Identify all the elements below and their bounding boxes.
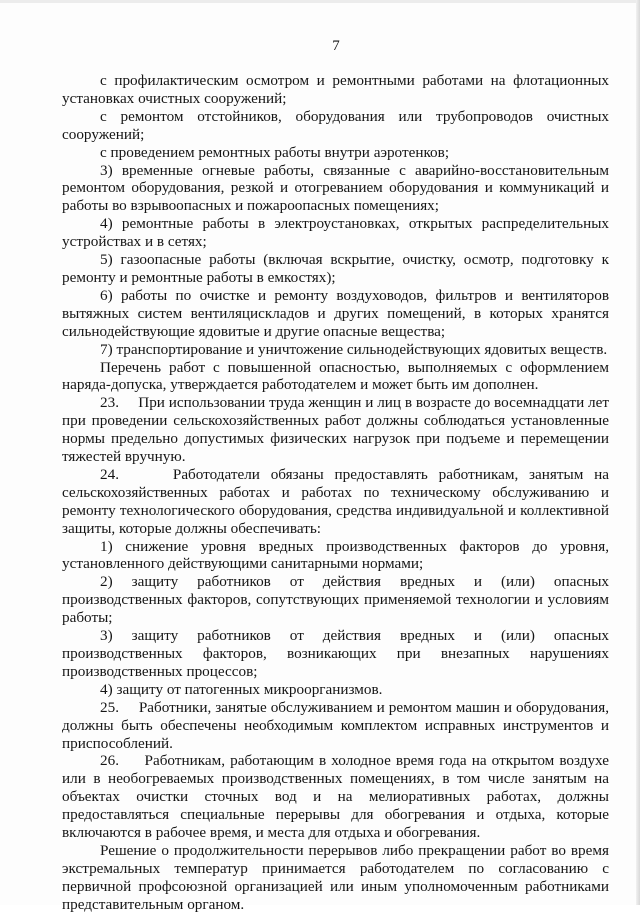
paragraph: 2) защиту работников от действия вредных и (или) опасных производственных факторов, сопутствующих применяемой технологии и условиям работы;	[62, 573, 609, 627]
document-body	[62, 72, 609, 914]
paragraph: 25. Работники, занятые обслуживанием и ремонтом машин и оборудования, должны быть обеспечены необходимым комплектом исправных инструментов и приспособлений.	[62, 698, 609, 752]
paragraph: с профилактическим осмотром и ремонтными работами на флотационных установках очистных сооружений;	[62, 72, 609, 107]
paragraph: с ремонтом отстойников, оборудования или трубопроводов очистных сооружений;	[62, 107, 609, 143]
paragraph: 23. При использовании труда женщин и лиц в возрасте до восемнадцати лет при проведении сельскохозяйственных работ должны соблюдаться установленные нормы предельно допустимых физических нагрузок при подъеме и перемещении тяжестей вручную.	[62, 394, 609, 466]
page-top-edge	[0, 0, 640, 3]
paragraph: 4) защиту от патогенных микроорганизмов.	[100, 680, 383, 698]
paragraph: 24. Работодатели обязаны предоставлять работникам, занятым на сельскохозяйственных работах и работах по техническому обслуживанию и ремонту технологического оборудования, средства индивидуальной и коллективной защиты, которые должны обеспечивать:	[62, 465, 609, 537]
paragraph: 4) ремонтные работы в электроустановках, открытых распределительных устройствах и в сетях;	[62, 215, 609, 251]
paragraph: 3) временные огневые работы, связанные с аварийно-восстановительным ремонтом оборудования, резкой и отогреванием оборудования и коммуникаций и работы во взрывоопасных и пожароопасных помещениях;	[62, 161, 609, 215]
paragraph: Перечень работ с повышенной опасностью, выполняемых с оформлением наряда-допуска, утверждается работодателем и может быть им дополнен.	[62, 358, 609, 394]
paragraph: с проведением ремонтных работы внутри аэротенков;	[100, 143, 450, 161]
page-right-edge	[636, 0, 640, 905]
paragraph: 26. Работникам, работающим в холодное время года на открытом воздухе или в необогреваемых производственных помещениях, в том числе занятым на объектах очистки сточных вод и на мелиоративных работах, должны предоставляться специальные перерывы для обогревания и отдыха, которые включаются в рабочее время, и места для отдыха и обогревания.	[62, 752, 609, 842]
page-number: 7	[332, 38, 340, 54]
paragraph: 6) работы по очистке и ремонту воздуховодов, фильтров и вентиляторов вытяжных систем вентиляцискладов и других помещений, в которых хранятся сильнодействующие ядовитые и другие опасные вещества;	[62, 286, 609, 340]
paragraph: 5) газоопасные работы (включая вскрытие, очистку, осмотр, подготовку к ремонту и ремонтные работы в емкостях);	[62, 251, 609, 286]
paragraph: 7) транспортирование и уничтожение сильнодействующих ядовитых веществ.	[100, 340, 608, 358]
paragraph: 1) снижение уровня вредных производственных факторов до уровня, установленного действующими санитарными нормами;	[62, 537, 609, 573]
paragraph: Решение о продолжительности перерывов либо прекращении работ во время экстремальных температур принимается работодателем по согласованию с первичной профсоюзной организацией или иным уполномоченным работниками представительным органом.	[62, 841, 609, 913]
paragraph: 3) защиту работников от действия вредных и (или) опасных производственных факторов, возникающих при внезапных нарушениях производственных процессов;	[62, 627, 609, 680]
